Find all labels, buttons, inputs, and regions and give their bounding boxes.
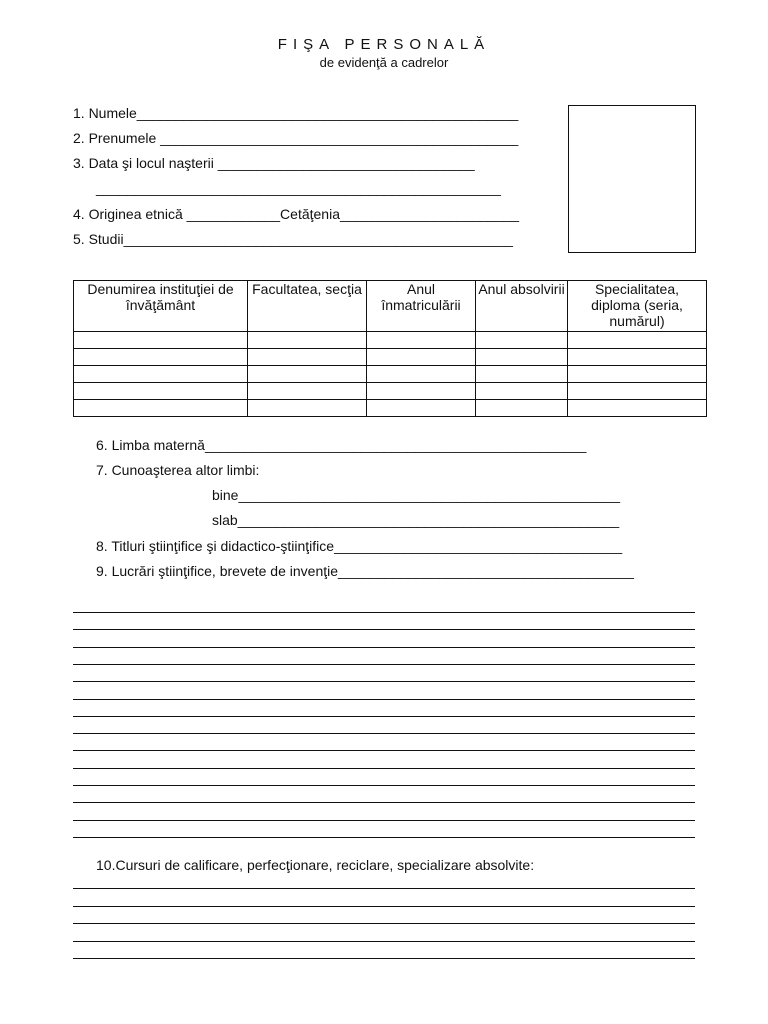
table-cell[interactable]	[248, 332, 367, 349]
field-cursuri-label: 10.Cursuri de calificare, perfecţionare, reciclare, specializare absolvite:	[96, 857, 535, 873]
table-cell[interactable]	[367, 400, 476, 417]
table-cell[interactable]	[74, 400, 248, 417]
table-cell[interactable]	[568, 349, 707, 366]
table-cell[interactable]	[476, 366, 568, 383]
table-row	[74, 332, 707, 349]
photo-box	[568, 105, 696, 253]
table-cell[interactable]	[74, 383, 248, 400]
col-header-specialitate: Specialitatea, diploma (seria, numărul)	[568, 281, 707, 332]
form-subtitle: de evidenţă a cadrelor	[319, 55, 449, 70]
col-header-facultate: Facultatea, secţia	[248, 281, 367, 332]
writing-line[interactable]	[73, 941, 695, 942]
table-cell[interactable]	[248, 366, 367, 383]
table-cell[interactable]	[476, 332, 568, 349]
field-limbi-bine[interactable]: bine_________________________________________________	[212, 487, 620, 503]
writing-line[interactable]	[73, 699, 695, 700]
table-cell[interactable]	[476, 349, 568, 366]
table-row	[74, 349, 707, 366]
field-limba-materna[interactable]: 6. Limba maternă_________________________________________________	[96, 437, 587, 453]
field-limbi-slab[interactable]: slab_________________________________________________	[212, 512, 620, 528]
table-cell[interactable]	[74, 349, 248, 366]
table-cell[interactable]	[476, 383, 568, 400]
writing-line[interactable]	[73, 923, 695, 924]
table-cell[interactable]	[74, 366, 248, 383]
writing-line[interactable]	[73, 629, 695, 630]
writing-line[interactable]	[73, 888, 695, 889]
col-header-an-absolvire: Anul absolvirii	[476, 281, 568, 332]
writing-line[interactable]	[73, 958, 695, 959]
field-studii[interactable]: 5. Studii__________________________________________________	[73, 231, 513, 247]
table-cell[interactable]	[248, 400, 367, 417]
table-cell[interactable]	[248, 349, 367, 366]
table-cell[interactable]	[476, 400, 568, 417]
writing-line[interactable]	[73, 716, 695, 717]
education-table	[73, 280, 707, 417]
field-titluri-stiintifice[interactable]: 8. Titluri ştiinţifice şi didactico-ştiinţifice_____________________________________	[96, 538, 623, 554]
table-cell[interactable]	[367, 366, 476, 383]
col-header-an-inmatriculare: Anul înmatriculării	[367, 281, 476, 332]
writing-line[interactable]	[73, 612, 695, 613]
writing-line[interactable]	[73, 647, 695, 648]
table-cell[interactable]	[568, 366, 707, 383]
table-row	[74, 383, 707, 400]
writing-line[interactable]	[73, 664, 695, 665]
table-cell[interactable]	[568, 400, 707, 417]
table-cell[interactable]	[568, 383, 707, 400]
form-title: FIŞA PERSONALĂ	[277, 36, 491, 53]
writing-line[interactable]	[73, 802, 695, 803]
writing-line[interactable]	[73, 906, 695, 907]
writing-line[interactable]	[73, 785, 695, 786]
table-cell[interactable]	[74, 332, 248, 349]
table-cell[interactable]	[367, 383, 476, 400]
field-prenumele[interactable]: 2. Prenumele ______________________________________________	[73, 130, 519, 146]
field-data-locul-nasterii-cont[interactable]: ____________________________________________________	[96, 180, 501, 196]
writing-line[interactable]	[73, 837, 695, 838]
col-header-institutie: Denumirea instituţiei de învăţământ	[74, 281, 248, 332]
field-alte-limbi-label: 7. Cunoaşterea altor limbi:	[96, 462, 260, 478]
field-numele[interactable]: 1. Numele_________________________________________________	[73, 105, 519, 121]
writing-line[interactable]	[73, 820, 695, 821]
writing-line[interactable]	[73, 768, 695, 769]
table-cell[interactable]	[367, 349, 476, 366]
table-cell[interactable]	[568, 332, 707, 349]
field-origine-cetatenie[interactable]: 4. Originea etnică ____________Cetăţenia_______________________	[73, 206, 520, 222]
table-cell[interactable]	[367, 332, 476, 349]
writing-line[interactable]	[73, 681, 695, 682]
field-lucrari-stiintifice[interactable]: 9. Lucrări ştiinţifice, brevete de invenţie______________________________________	[96, 563, 634, 579]
table-row	[74, 400, 707, 417]
field-data-locul-nasterii[interactable]: 3. Data şi locul naşterii _________________________________	[73, 155, 475, 171]
writing-line[interactable]	[73, 750, 695, 751]
table-row	[74, 366, 707, 383]
writing-line[interactable]	[73, 733, 695, 734]
table-cell[interactable]	[248, 383, 367, 400]
